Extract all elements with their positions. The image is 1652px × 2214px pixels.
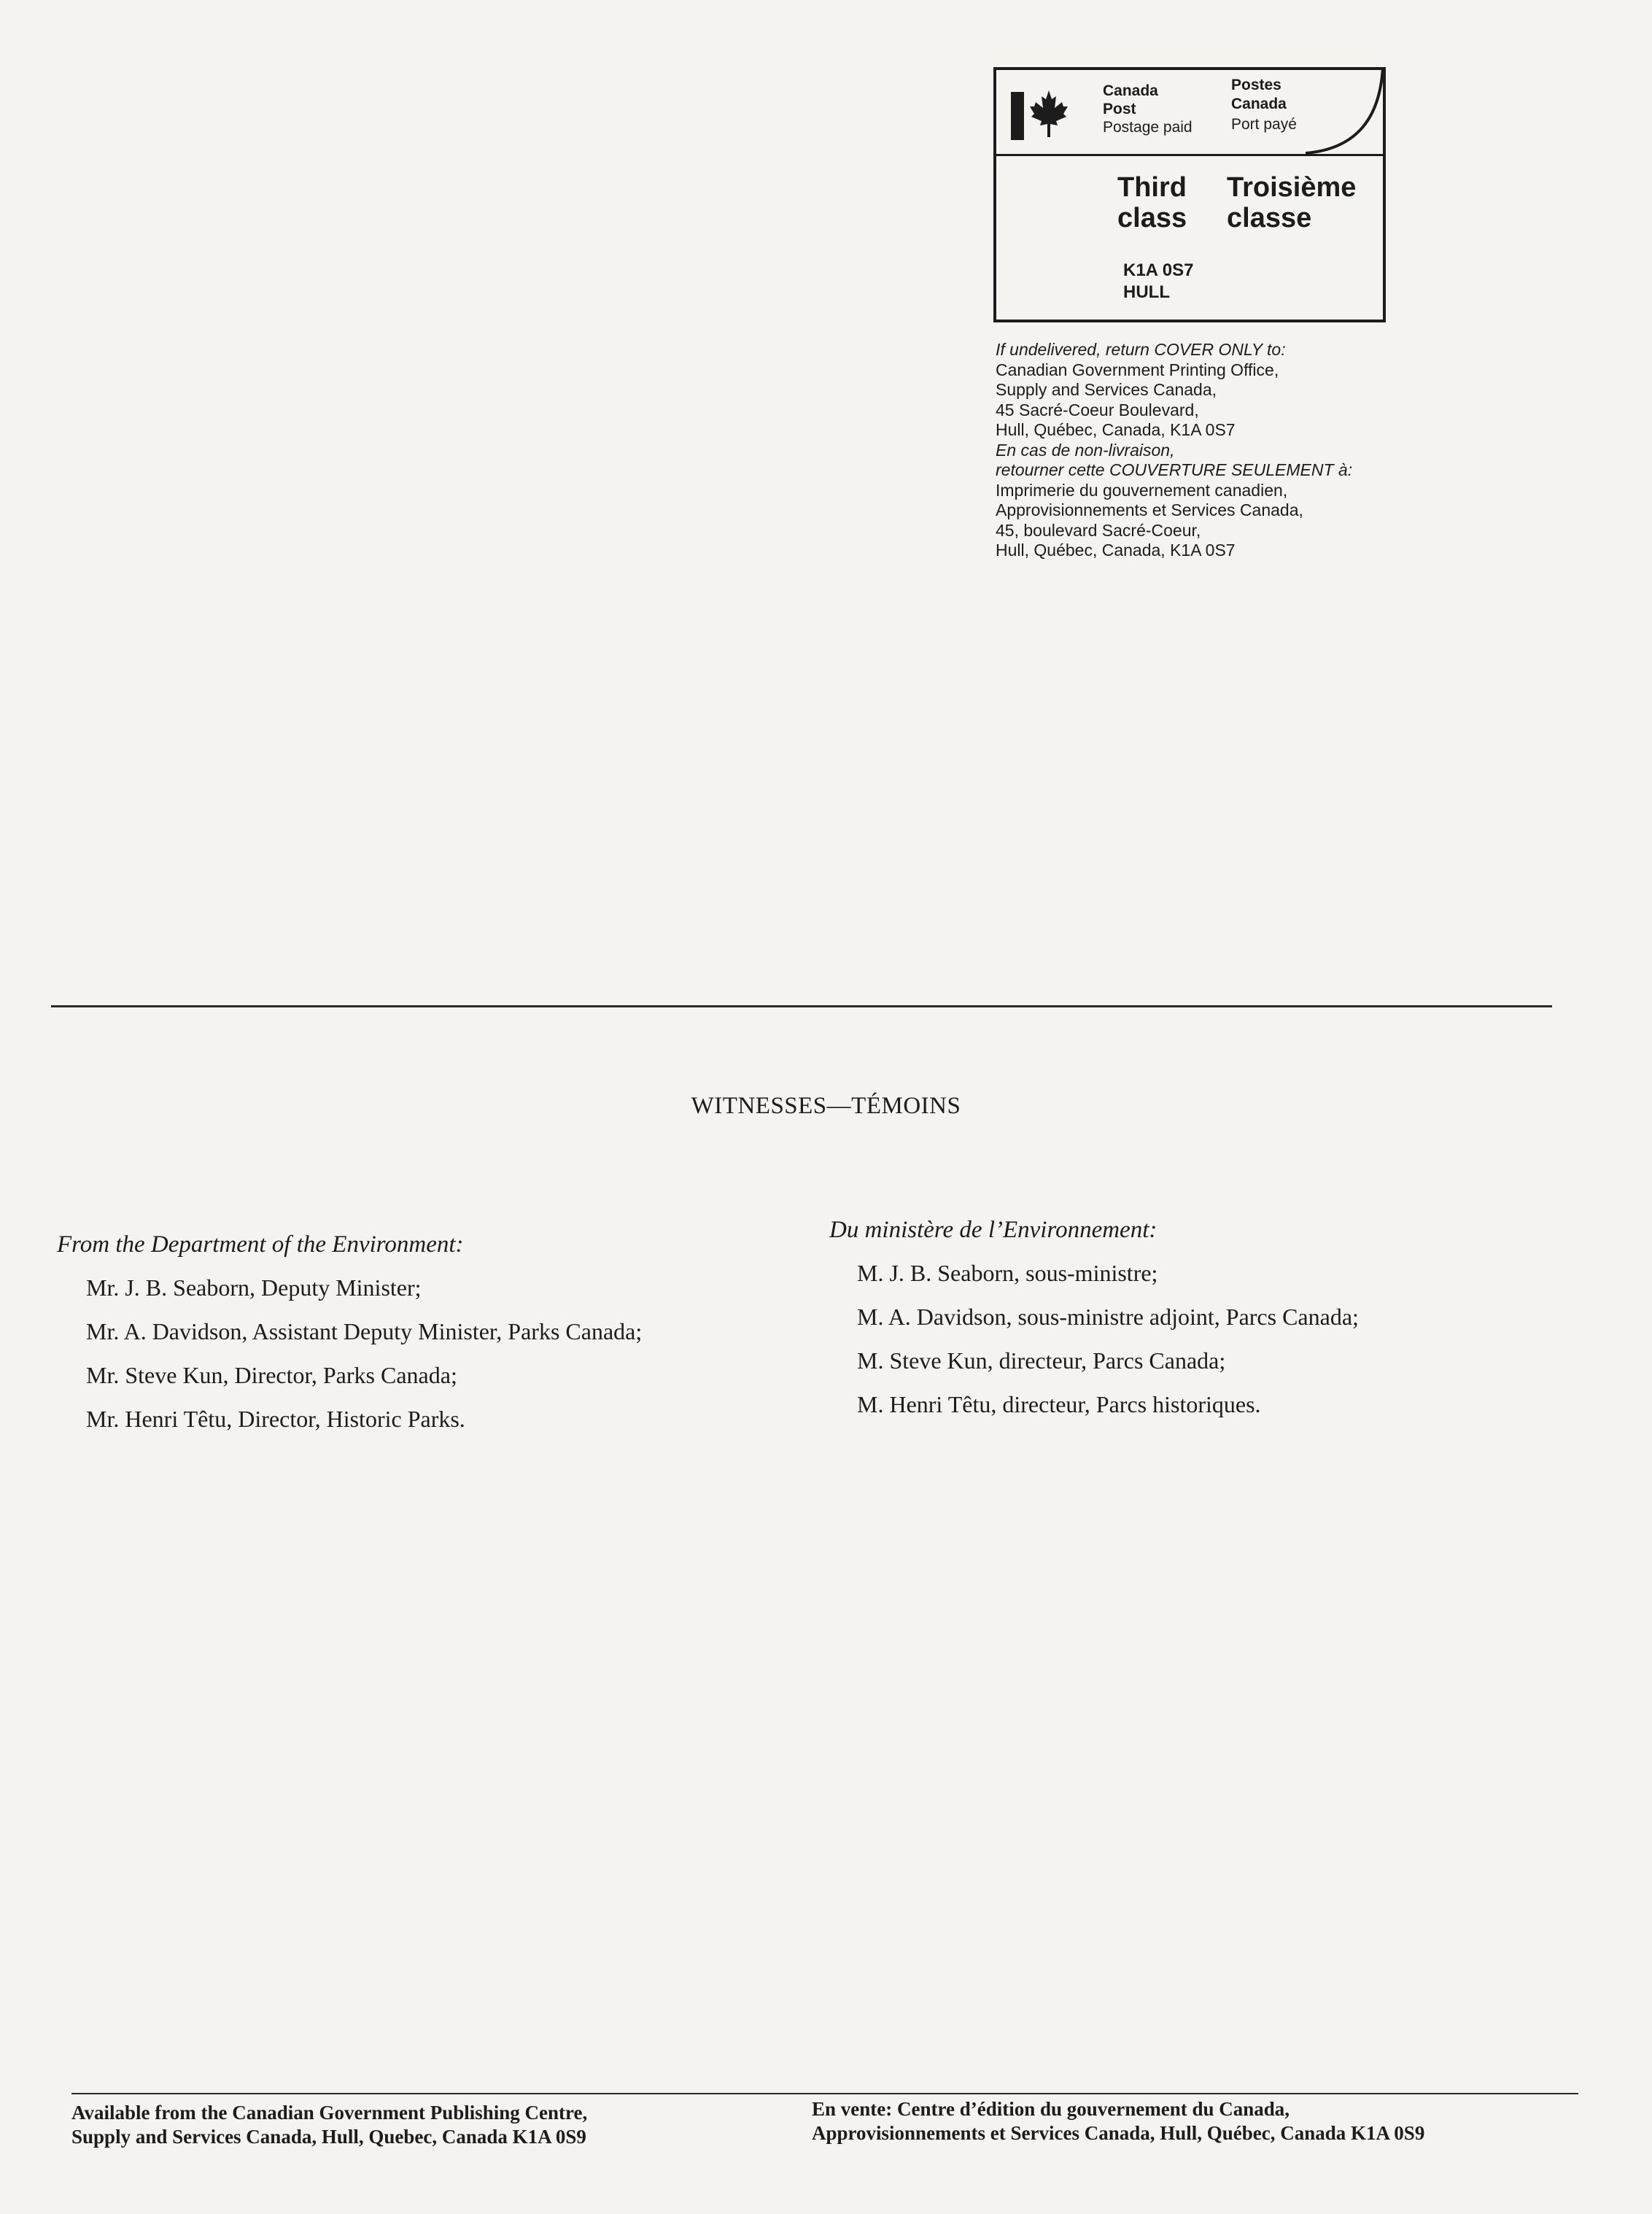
witness-item: M. J. B. Seaborn, sous-ministre; (857, 1260, 1158, 1286)
witness-item: M. Henri Têtu, directeur, Parcs historiques. (857, 1391, 1261, 1417)
footer-divider (71, 2093, 1578, 2094)
troisieme-word: Troisième (1227, 172, 1357, 203)
witnesses-fr-heading: Du ministère de l’Environnement: (829, 1217, 1157, 1243)
footer-en (71, 2101, 587, 2149)
witness-item: Mr. A. Davidson, Assistant Deputy Minister, Parks Canada; (86, 1318, 643, 1344)
indicia-canada-en: Canada (1103, 82, 1158, 99)
witness-item: Mr. J. B. Seaborn, Deputy Minister; (86, 1274, 422, 1301)
witness-item: Mr. Henri Têtu, Director, Historic Parks. (86, 1406, 465, 1432)
maple-leaf-icon (1028, 89, 1069, 139)
return-line: 45 Sacré-Coeur Boulevard, (996, 400, 1199, 419)
return-heading-fr-2: retourner cette COUVERTURE SEULEMENT à: (996, 460, 1353, 479)
return-line: Imprimerie du gouvernement canadien, (996, 480, 1288, 500)
return-line: Supply and Services Canada, (996, 380, 1217, 399)
troisieme-classe-label (1227, 172, 1356, 233)
postal-city: HULL (1123, 282, 1170, 302)
indicia-divider (996, 154, 1383, 156)
indicia-canada-fr: Canada (1231, 96, 1287, 112)
footer-en-line: Available from the Canadian Government Publishing Centre, (71, 2102, 588, 2124)
indicia-port-paye: Port payé (1231, 116, 1297, 133)
indicia-postage-paid: Postage paid (1103, 119, 1193, 136)
section-divider (51, 1005, 1552, 1007)
indicia-postes-fr: Postes (1231, 77, 1281, 93)
return-line: Hull, Québec, Canada, K1A 0S7 (996, 541, 1236, 560)
return-heading-en: If undelivered, return COVER ONLY to: (996, 340, 1286, 359)
witnesses-en-column (57, 1231, 642, 1441)
witness-item: Mr. Steve Kun, Director, Parks Canada; (86, 1362, 457, 1388)
witnesses-fr-column (829, 1217, 1359, 1426)
return-line: Canadian Government Printing Office, (996, 360, 1279, 379)
classe-word: classe (1227, 203, 1312, 233)
indicia-post-en: Post (1103, 101, 1136, 117)
footer-fr-line: Approvisionnements et Services Canada, Hull, Québec, Canada K1A 0S9 (812, 2122, 1425, 2144)
witnesses-en-heading: From the Department of the Environment: (57, 1231, 464, 1258)
postage-indicia (993, 67, 1386, 322)
witnesses-title: WITNESSES—TÉMOINS (691, 1093, 961, 1119)
footer-fr (812, 2097, 1424, 2145)
return-heading-fr-1: En cas de non-livraison, (996, 440, 1175, 460)
witness-item: M. Steve Kun, directeur, Parcs Canada; (857, 1347, 1226, 1374)
third-class-label (1117, 172, 1187, 233)
return-line: Approvisionnements et Services Canada, (996, 500, 1303, 519)
indicia-corner-curve (1306, 67, 1386, 155)
class-word: class (1117, 203, 1187, 233)
return-line: Hull, Québec, Canada, K1A 0S7 (996, 420, 1236, 439)
flag-bar (1011, 92, 1024, 140)
indicia-postal-code (1123, 260, 1194, 303)
footer-fr-line: En vente: Centre d’édition du gouvernement du Canada, (812, 2098, 1290, 2120)
return-address (996, 340, 1352, 561)
witness-item: M. A. Davidson, sous-ministre adjoint, Parcs Canada; (857, 1304, 1359, 1330)
third-word: Third (1117, 172, 1187, 203)
footer-en-line: Supply and Services Canada, Hull, Quebec, Canada K1A 0S9 (71, 2126, 586, 2148)
postal-code: K1A 0S7 (1123, 260, 1194, 280)
return-line: 45, boulevard Sacré-Coeur, (996, 520, 1201, 540)
